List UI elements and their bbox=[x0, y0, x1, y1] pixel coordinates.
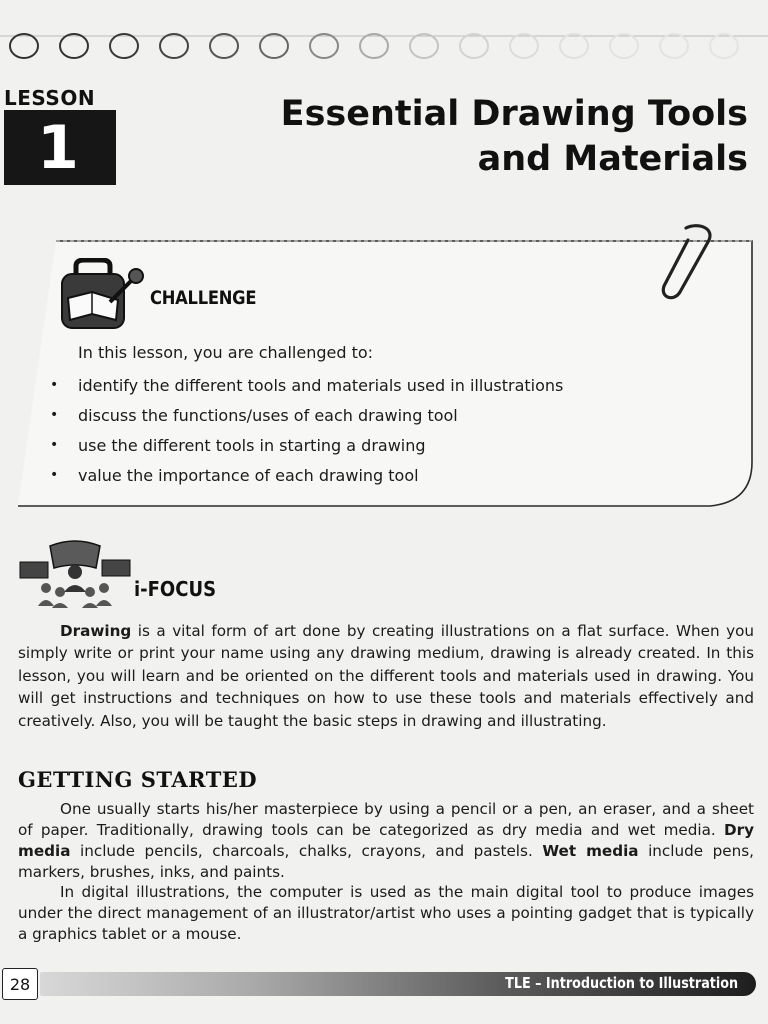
title-line-2: and Materials bbox=[477, 139, 748, 179]
list-item-text: value the importance of each drawing tool bbox=[78, 465, 419, 485]
challenge-heading: CHALLENGE bbox=[150, 287, 257, 309]
lesson-number: 1 bbox=[37, 112, 79, 183]
bullet: • bbox=[50, 437, 59, 453]
lesson-label: LESSON bbox=[4, 86, 96, 110]
challenge-intro: In this lesson, you are challenged to: bbox=[78, 343, 374, 362]
list-item-text: identify the different tools and materials used in illustrations bbox=[78, 375, 564, 395]
ifocus-text: is a vital form of art done by creating illustrations on a flat surface. When you simply write or print your name using any drawing medium, drawing is already created. In this lesson, you will learn and be oriented on the different tools and materials used in drawing. You will get instructions and techniques on how to use these tools and materials effectively and creatively. Also, you will be taught the basic steps in drawing and illustrating. bbox=[18, 622, 754, 730]
list-item-text: discuss the functions/uses of each drawing tool bbox=[78, 405, 458, 425]
briefcase-book-icon bbox=[56, 258, 148, 332]
list-item bbox=[50, 370, 563, 400]
list-item-text: use the different tools in starting a drawing bbox=[78, 435, 426, 455]
title-line-1: Essential Drawing Tools bbox=[280, 94, 748, 134]
footer-book-title: TLE – Introduction to Illustration bbox=[505, 974, 738, 992]
bullet: • bbox=[50, 377, 59, 393]
term-drawing: Drawing bbox=[60, 622, 132, 640]
page-number: 28 bbox=[2, 968, 38, 1000]
bullet: • bbox=[50, 467, 59, 483]
ifocus-people-icon bbox=[16, 538, 134, 610]
spiral-binding bbox=[0, 22, 768, 70]
gs-text-p2: In digital illustrations, the computer is used as the main digital tool to produce images under the direct management of an illustrator/artist who uses a pointing gadget that is typically a graphics tablet or a mouse. bbox=[18, 883, 754, 943]
page-title bbox=[281, 92, 748, 182]
list-item bbox=[50, 460, 563, 490]
getting-started-paragraph-2 bbox=[18, 882, 754, 945]
ifocus-heading: i-FOCUS bbox=[134, 577, 217, 601]
getting-started-heading: GETTING STARTED bbox=[18, 767, 258, 792]
spiral-rings-icon bbox=[0, 22, 768, 70]
paper-clip-icon bbox=[640, 222, 720, 302]
ifocus-paragraph bbox=[18, 620, 754, 732]
gs-text-c: include pens, markers, brushes, inks, and paints. bbox=[18, 842, 755, 881]
lesson-number-box bbox=[4, 110, 116, 185]
gs-text-b: include pencils, charcoals, chalks, crayons, and pastels. bbox=[70, 842, 543, 860]
bullet: • bbox=[50, 407, 59, 423]
term-dry-media: Dry media bbox=[18, 821, 754, 860]
challenge-list bbox=[50, 370, 563, 490]
list-item bbox=[50, 400, 563, 430]
gs-text-a: One usually starts his/her masterpiece by using a pencil or a pen, an eraser, and a sheet of paper. Traditionally, drawing tools can be categorized as dry media and wet media. bbox=[18, 800, 754, 839]
list-item bbox=[50, 430, 563, 460]
term-wet-media: Wet media bbox=[542, 842, 639, 860]
getting-started-paragraph-1 bbox=[18, 799, 754, 883]
